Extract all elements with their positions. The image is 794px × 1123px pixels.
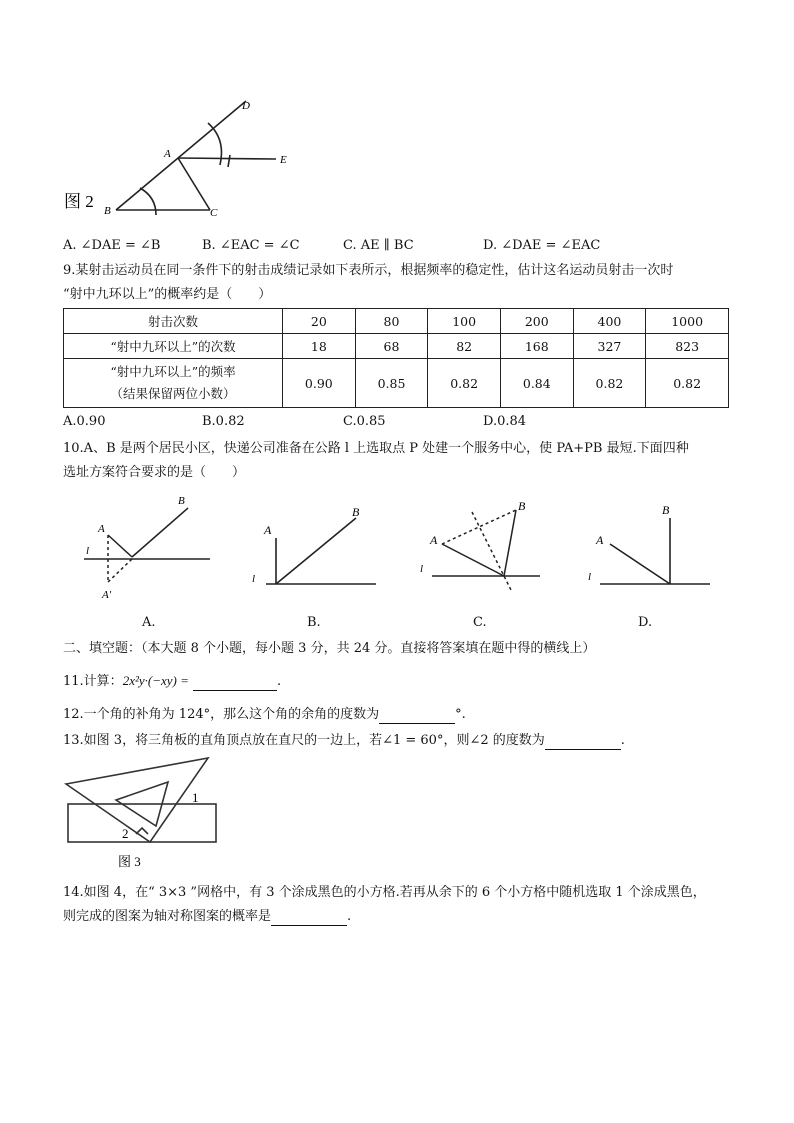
q8-option-d: D. ∠DAE = ∠EAC	[483, 238, 601, 253]
q12-suffix: °.	[455, 707, 466, 722]
fig-a-label-l: l	[86, 545, 90, 557]
cell-hits: 18	[283, 334, 356, 359]
q9-option-a: A.0.90	[63, 414, 106, 429]
q8-option-b: B. ∠EAC = ∠C	[202, 238, 300, 253]
q13-text: 13.如图 3，将三角板的直角顶点放在直尺的一边上，若∠1 = 60°，则∠2 的度数为	[63, 733, 545, 748]
q10-stem-line2: 选址方案符合要求的是（ ）	[63, 465, 246, 480]
table-row	[64, 309, 729, 334]
q13-answer-blank[interactable]	[545, 735, 621, 750]
fig-d-label-l: l	[588, 571, 592, 583]
fig-b-label-b: B	[352, 505, 360, 519]
fig2-label-b: B	[104, 205, 111, 217]
cell-hits: 82	[428, 334, 501, 359]
q12	[63, 706, 466, 724]
frequency-table	[63, 308, 729, 408]
fig-b-label-a: A	[264, 523, 272, 537]
q11-answer-blank[interactable]	[193, 676, 277, 691]
q12-answer-blank[interactable]	[379, 709, 455, 724]
cell-shots: 100	[428, 309, 501, 334]
q14	[63, 908, 351, 926]
q11-suffix: .	[277, 674, 282, 689]
cell-frequency: 0.90	[283, 359, 356, 408]
q10-caption-b: B.	[307, 615, 321, 630]
fig2-label-c: C	[210, 207, 218, 219]
q8-option-c: C. AE ∥ BC	[343, 238, 414, 253]
cell-shots: 20	[283, 309, 356, 334]
q14-stem-line1: 14.如图 4，在“ 3×3 ”网格中，有 3 个涂成黑色的小方格.若再从余下的 6 个小方格中随机选取 1 个涂成黑色，	[63, 885, 706, 900]
fig-a-label-aprime: A′	[102, 589, 112, 601]
figure-3	[60, 754, 230, 872]
fig-a-label-a: A	[98, 523, 105, 535]
cell-frequency: 0.85	[355, 359, 428, 408]
fig2-label-e: E	[280, 154, 287, 166]
cell-hits: 68	[355, 334, 428, 359]
section-2-heading: 二、填空题：（本大题 8 个小题，每小题 3 分，共 24 分。直接将答案填在题中得的横线上）	[63, 641, 596, 656]
fig2-caption: 图 2	[64, 192, 94, 211]
cell-frequency: 0.84	[500, 359, 573, 408]
q14-suffix: .	[347, 909, 352, 924]
q11	[63, 672, 281, 691]
q9-stem-line2: “射中九环以上”的概率约是（ ）	[63, 287, 272, 302]
fig-c-label-l: l	[420, 563, 424, 575]
q10-figure-b	[246, 498, 386, 598]
fig-d-label-a: A	[596, 533, 604, 547]
cell-shots: 80	[355, 309, 428, 334]
cell-frequency: 0.82	[646, 359, 729, 408]
q10-figure-c	[412, 494, 552, 600]
q10-figure-d	[580, 498, 720, 598]
q10-caption-c: C.	[473, 615, 487, 630]
fig-b-label-l: l	[252, 573, 256, 585]
q8-option-a: A. ∠DAE = ∠B	[63, 238, 161, 253]
fig3-label-2: 2	[122, 826, 129, 841]
fig3-caption: 图 3	[118, 854, 141, 869]
fig-c-label-a: A	[430, 533, 438, 547]
q10-caption-d: D.	[638, 615, 653, 630]
fig3-label-1: 1	[192, 790, 199, 805]
row-header-shots: 射击次数	[64, 309, 283, 334]
cell-shots: 200	[500, 309, 573, 334]
cell-frequency: 0.82	[428, 359, 501, 408]
cell-frequency: 0.82	[573, 359, 646, 408]
q13-suffix: .	[620, 733, 625, 748]
q12-text: 12.一个角的补角为 124°，那么这个角的余角的度数为	[63, 707, 380, 722]
q14-stem-line2: 则完成的图案为轴对称图案的概率是	[63, 909, 272, 924]
q9-option-d: D.0.84	[483, 414, 527, 429]
fig-a-label-b: B	[178, 495, 185, 507]
row-header-hits: “射中九环以上”的次数	[64, 334, 283, 359]
cell-shots: 400	[573, 309, 646, 334]
cell-shots: 1000	[646, 309, 729, 334]
q14-answer-blank[interactable]	[271, 911, 347, 926]
fig-d-label-b: B	[662, 503, 670, 517]
q10-caption-a: A.	[142, 615, 156, 630]
figure-2	[60, 95, 300, 225]
fig2-label-a: A	[164, 148, 171, 160]
q11-expression: 2x²y·(−xy) =	[122, 673, 189, 688]
fig-c-label-b: B	[518, 499, 526, 513]
cell-hits: 327	[573, 334, 646, 359]
q9-option-b: B.0.82	[202, 414, 245, 429]
cell-hits: 168	[500, 334, 573, 359]
q9-stem-line1: 9.某射击运动员在同一条件下的射击成绩记录如下表所示，根据频率的稳定性，估计这名运动员射击一次时	[63, 263, 674, 278]
table-row	[64, 359, 729, 408]
row-header-frequency-line1: “射中九环以上”的频率	[110, 364, 236, 379]
q10-figure-a	[78, 492, 218, 607]
q11-prefix: 11.计算：	[63, 674, 123, 689]
q13	[63, 732, 625, 750]
q9-option-c: C.0.85	[343, 414, 386, 429]
row-header-frequency-line2: （结果保留两位小数）	[110, 386, 236, 401]
table-row	[64, 334, 729, 359]
q10-stem-line1: 10.A、B 是两个居民小区，快递公司准备在公路 l 上选取点 P 处建一个服务中心，使 PA+PB 最短.下面四种	[63, 441, 689, 456]
fig2-label-d: D	[242, 100, 250, 112]
row-header-frequency	[64, 359, 283, 408]
cell-hits: 823	[646, 334, 729, 359]
